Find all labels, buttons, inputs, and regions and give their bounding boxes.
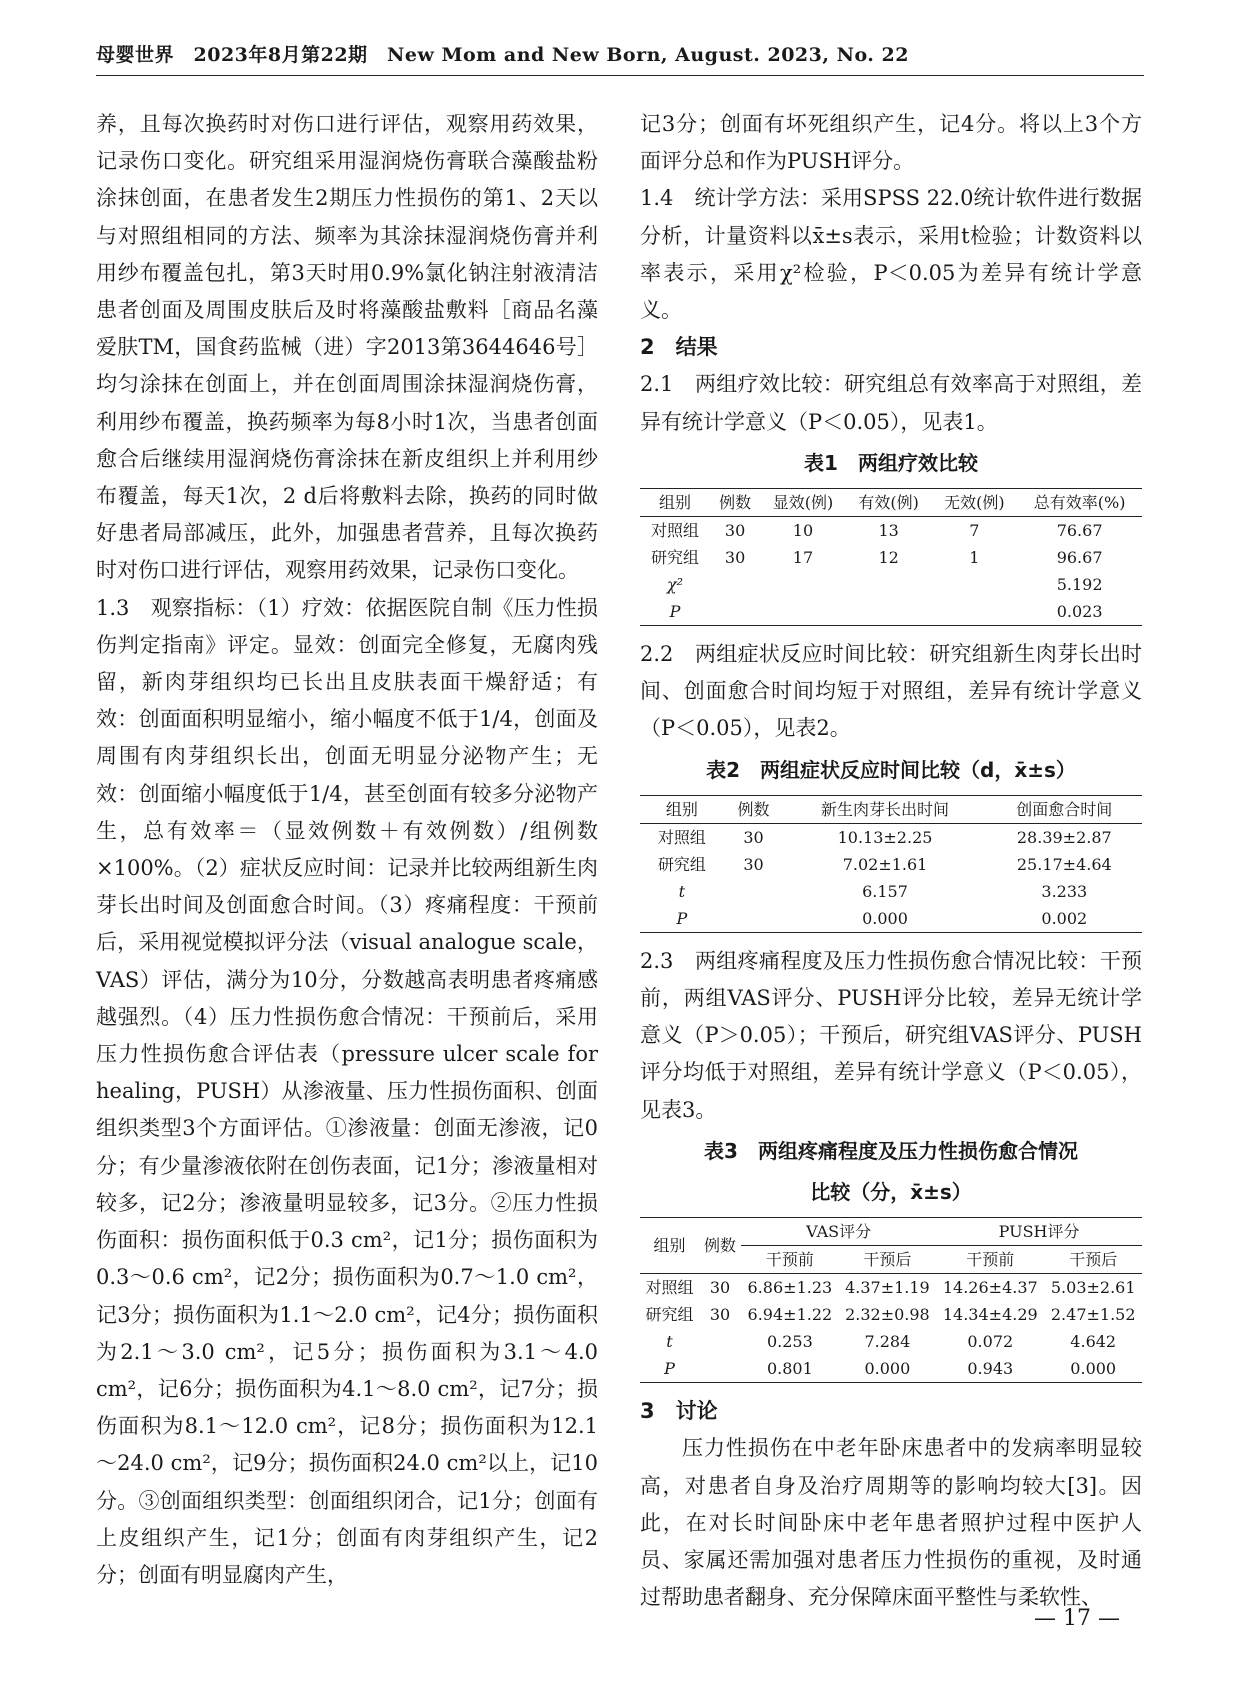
table-cell: 17 <box>792 548 814 568</box>
table-row <box>640 1301 1142 1328</box>
table-cell: 6.157 <box>862 881 908 901</box>
paragraph: 记3分；创面有坏死组织产生，记4分。将以上3个方面评分总和作为PUSH评分。 <box>640 112 1142 174</box>
table-cell <box>846 598 932 626</box>
paragraph: 养，且每次换药时对伤口进行评估，观察用药效果，记录伤口变化。研究组采用湿润烧伤膏联合藻酸盐粉涂抹创面，在患者发生2期压力性损伤的第1、2天以与对照组相同的方法、频率为其涂抹湿润烧伤膏并利用纱布覆盖包扎，第3天时用0.9%氯化钠注射液清洁患者创面及周围皮肤后及时将藻酸盐敷料［商品名藻爱肤TM，国食药监械（进）字2013第3644646号］均匀涂抹在创面上，并在创面周围涂抹湿润烧伤膏，利用纱布覆盖，换药频率为每8小时1次，当患者创面愈合后继续用湿润烧伤膏涂抹在新皮组织上并利用纱布覆盖，每天1次，2 d后将敷料去除，换药的同时做好患者局部减压，此外，加强患者营养，且每次换药时对伤口进行评估，观察用药效果，记录伤口变化。 <box>96 112 598 583</box>
table-cell: 0.002 <box>987 905 1142 933</box>
table-cell: 14.34±4.29 <box>942 1305 1038 1325</box>
table-cell <box>710 598 760 626</box>
table-cell: 研究组 <box>657 854 706 874</box>
table-cell: 14.26±4.37 <box>942 1278 1038 1298</box>
table-cell: 研究组 <box>645 1305 694 1325</box>
table-cell: 5.192 <box>1056 575 1103 595</box>
table-header: 例数 <box>710 489 760 517</box>
table-cell: 30 <box>724 521 746 541</box>
table-header: 总有效率(%) <box>1017 489 1142 517</box>
paragraph: 1.4 统计学方法：采用SPSS 22.0统计软件进行数据分析，计量资料以x̄±s表示，采用t检验；计数资料以率表示，采用χ²检验，P＜0.05为差异有统计学意义。 <box>640 186 1142 323</box>
table-cell: 研究组 <box>651 548 700 568</box>
table-cell <box>760 598 846 626</box>
section-heading-results: 2 结果 <box>640 335 718 360</box>
table-cell: 30 <box>743 854 764 874</box>
table-cell <box>932 598 1018 626</box>
table-header: 创面愈合时间 <box>987 795 1142 823</box>
table-cell: 7.02±1.61 <box>842 854 928 874</box>
table-cell: 28.39±2.87 <box>1016 827 1112 847</box>
table-header: 组别 <box>640 795 724 823</box>
table-cell: P <box>640 598 710 626</box>
table-row <box>640 544 1142 571</box>
paragraph: 1.3 观察指标：（1）疗效：依据医院自制《压力性损伤判定指南》评定。显效：创面完全修复，无腐肉残留，新肉芽组织均已长出且皮肤表面干燥舒适；有效：创面面积明显缩小，缩小幅度不低于1/4，创面及周围有肉芽组织长出，创面无明显分泌物产生；无效：创面缩小幅度低于1/4，甚至创面有较多分泌物产生，总有效率＝（显效例数＋有效例数）/组例数×100%。（2）症状反应时间：记录并比较两组新生肉芽长出时间及创面愈合时间。（3）疼痛程度：干预前后，采用视觉模拟评分法（visual analogue scale，VAS）评估，满分为10分，分数越高表明患者疼痛感越强烈。（4）压力性损伤愈合情况：干预前后，采用压力性损伤愈合评估表（pressure ulcer scale for healing，PUSH）从渗液量、压力性损伤面积、创面组织类型3个方面评估。①渗液量：创面无渗液，记0分；有少量渗液依附在创伤表面，记1分；渗液量相对较多，记2分；渗液量明显较多，记3分。②压力性损伤面积：损伤面积低于0.3 cm²，记1分；损伤面积为0.3～0.6 cm²，记2分；损伤面积为0.7～1.0 cm²，记3分；损伤面积为1.1～2.0 cm²，记4分；损伤面积为2.1～3.0 cm²，记5分；损伤面积为3.1～4.0 cm²，记6分；损伤面积为4.1～8.0 cm²，记7分；损伤面积为8.1～12.0 cm²，记8分；损伤面积为12.1～24.0 cm²，记9分；损伤面积24.0 cm²以上，记10分。③创面组织类型：创面组织闭合，记1分；创面有上皮组织产生，记1分；创面有肉芽组织产生，记2分；创面有明显腐肉产生， <box>96 595 598 1587</box>
table-cell: 6.94±1.22 <box>747 1305 833 1325</box>
table-cell: 30 <box>709 1278 731 1298</box>
table-cell: t <box>666 1332 673 1352</box>
table-cell: 对照组 <box>645 1278 694 1298</box>
table-subheader: 干预后 <box>1044 1246 1142 1274</box>
table-header: 显效(例) <box>760 489 846 517</box>
table-header: 例数 <box>724 795 784 823</box>
table-subheader: 干预后 <box>839 1246 937 1274</box>
left-column <box>96 106 598 1594</box>
table-cell: 3.233 <box>1041 881 1088 901</box>
table-cell <box>710 571 760 598</box>
paragraph: 压力性损伤在中老年卧床患者中的发病率明显较高，对患者自身及治疗周期等的影响均较大[3]。因此，在对长时间卧床中老年患者照护过程中医护人员、家属还需加强对患者压力性损伤的重视，及时通过帮助患者翻身、充分保障床面平整性与柔软性、 <box>640 1436 1142 1610</box>
table-header: 无效(例) <box>932 489 1018 517</box>
table-cell: P <box>640 1355 699 1383</box>
table-cell: 12 <box>878 548 899 568</box>
table-cell: χ² <box>666 575 684 595</box>
table-cell: 0.072 <box>967 1332 1014 1352</box>
table-cell: 0.943 <box>936 1355 1044 1383</box>
table-row <box>640 823 1142 851</box>
table-cell <box>724 878 784 905</box>
table2-caption: 表2 两组症状反应时间比较（d，x̄±s） <box>706 757 1076 782</box>
table-cell <box>846 571 932 598</box>
table-row <box>640 1355 1142 1383</box>
table-header: 有效(例) <box>846 489 932 517</box>
table-cell: 7 <box>969 521 980 541</box>
table-cell: 0.253 <box>766 1332 813 1352</box>
table-row <box>640 517 1142 545</box>
table-subheader: 干预前 <box>741 1246 839 1274</box>
table-cell: t <box>678 881 686 901</box>
table1-caption: 表1 两组疗效比较 <box>804 450 978 475</box>
table-cell: 0.000 <box>839 1355 937 1383</box>
table-cell: 30 <box>743 827 764 847</box>
table-cell: 7.284 <box>864 1332 911 1352</box>
table3-caption: 表3 两组疼痛程度及压力性损伤愈合情况 <box>704 1138 1078 1163</box>
table-cell: 0.000 <box>1044 1355 1142 1383</box>
table-cell <box>932 571 1018 598</box>
table-header-vas: VAS评分 <box>741 1218 936 1246</box>
table-cell: 5.03±2.61 <box>1050 1278 1136 1298</box>
paragraph: 2.3 两组疼痛程度及压力性损伤愈合情况比较：干预前，两组VAS评分、PUSH评分比较，差异无统计学意义（P＞0.05）；干预后，研究组VAS评分、PUSH评分均低于对照组，差异有统计学意义（P＜0.05），见表3。 <box>640 948 1142 1122</box>
table-header: 新生肉芽长出时间 <box>783 795 986 823</box>
table-cell <box>760 571 846 598</box>
table-cell: 0.023 <box>1017 598 1142 626</box>
table3-caption-line2: 比较（分，x̄±s） <box>810 1180 972 1205</box>
table-cell: 对照组 <box>657 827 706 847</box>
table-cell: 2.32±0.98 <box>845 1305 930 1325</box>
table-cell: 0.801 <box>741 1355 839 1383</box>
table-cell: 10.13±2.25 <box>837 827 933 847</box>
table-row <box>640 1328 1142 1355</box>
table-cell: 1 <box>969 548 980 568</box>
section-heading-discussion: 3 讨论 <box>640 1399 718 1424</box>
table-cell: 30 <box>724 548 746 568</box>
table-cell: 4.37±1.19 <box>845 1278 930 1298</box>
table-header: 组别 <box>640 489 710 517</box>
table-cell: 30 <box>709 1305 731 1325</box>
table1 <box>640 488 1142 626</box>
table-cell <box>724 905 784 933</box>
table-row <box>640 571 1142 598</box>
table-row <box>640 1274 1142 1302</box>
paragraph: 2.1 两组疗效比较：研究组总有效率高于对照组，差异有统计学意义（P＜0.05），见表1。 <box>640 372 1142 434</box>
table-cell: P <box>640 905 724 933</box>
table-cell <box>699 1355 741 1383</box>
table-cell <box>699 1328 741 1355</box>
table3 <box>640 1217 1142 1383</box>
table-cell: 13 <box>878 521 899 541</box>
table-header: 例数 <box>699 1218 741 1274</box>
table-header-push: PUSH评分 <box>936 1218 1142 1246</box>
table-cell: 76.67 <box>1056 521 1103 541</box>
table-cell: 2.47±1.52 <box>1050 1305 1136 1325</box>
table-row <box>640 851 1142 878</box>
paragraph: 2.2 两组症状反应时间比较：研究组新生肉芽长出时间、创面愈合时间均短于对照组，差异有统计学意义（P＜0.05），见表2。 <box>640 642 1142 741</box>
table-header: 组别 <box>640 1218 699 1274</box>
table-row <box>640 598 1142 626</box>
right-column <box>640 106 1142 1616</box>
table-cell: 25.17±4.64 <box>1016 854 1112 874</box>
table-row <box>640 905 1142 933</box>
table2 <box>640 795 1142 933</box>
table-row <box>640 878 1142 905</box>
table-subheader: 干预前 <box>936 1246 1044 1274</box>
table-cell: 4.642 <box>1070 1332 1117 1352</box>
table-cell: 对照组 <box>651 521 700 541</box>
running-header: 母婴世界 2023年8月第22期 New Mom and New Born, August. 2023, No. 22 <box>96 44 909 66</box>
table-cell: 6.86±1.23 <box>747 1278 833 1298</box>
table-cell: 10 <box>792 521 814 541</box>
header-rule <box>96 75 1144 76</box>
page-number: — 17 — <box>1034 1606 1120 1631</box>
table-cell: 96.67 <box>1056 548 1103 568</box>
table-cell: 0.000 <box>783 905 986 933</box>
